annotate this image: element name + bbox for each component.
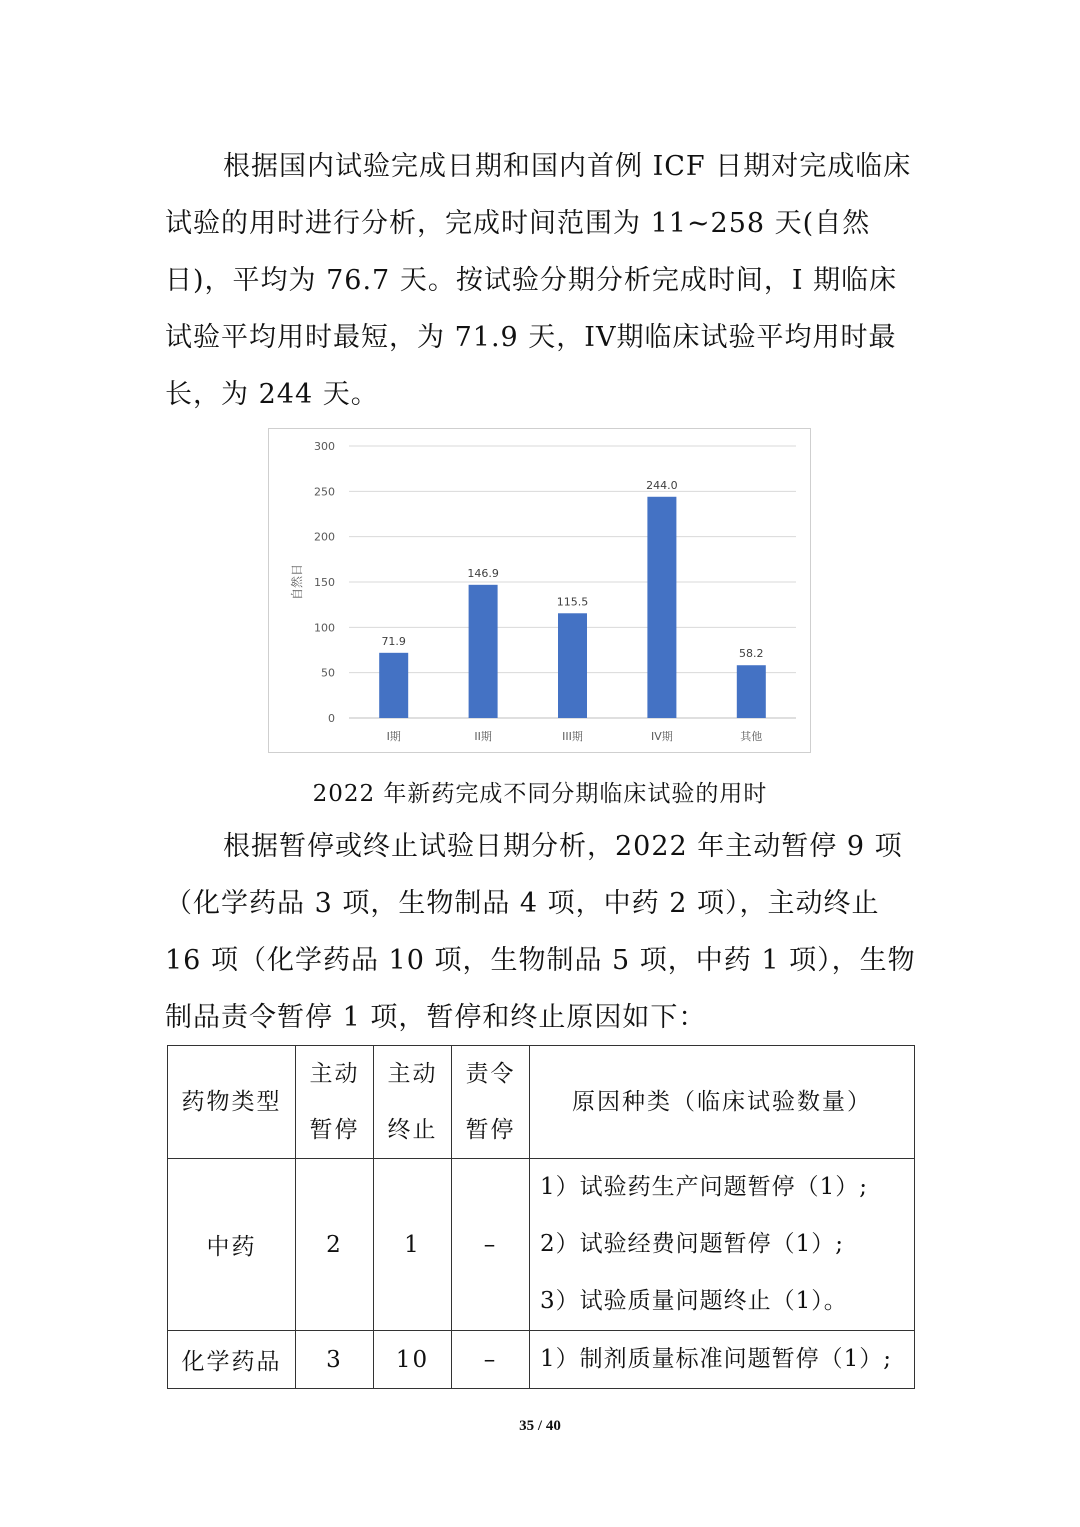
cell-voluntary-stop: 10 <box>374 1331 452 1389</box>
y-tick-label: 0 <box>328 712 335 725</box>
reason-item: 2）试验经费问题暂停（1）; <box>540 1231 845 1257</box>
header-drug-type: 药物类型 <box>168 1046 296 1159</box>
bar <box>647 497 676 718</box>
x-tick-label: IV期 <box>651 730 673 743</box>
cell-voluntary-pause: 2 <box>296 1159 374 1331</box>
table-row <box>168 1159 915 1331</box>
x-tick-label: I期 <box>386 730 401 743</box>
header-voluntary-stop: 主动终止 <box>374 1046 452 1159</box>
paragraph-completion-time: 根据国内试验完成日期和国内首例 ICF 日期对完成临床试验的用时进行分析，完成时间范围为 11~258 天(自然日)，平均为 76.7 天。按试验分期分析完成时间，I 期临床试验平均用时最短，为 71.9 天，IV期临床试验平均用时最长，为 244 天。 <box>165 151 912 410</box>
header-ordered-pause: 责令暂停 <box>452 1046 530 1159</box>
cell-ordered-pause: – <box>452 1159 530 1331</box>
data-label: 58.2 <box>739 647 764 661</box>
bar <box>558 613 587 718</box>
header-voluntary-pause: 主动暂停 <box>296 1046 374 1159</box>
reason-item: 1）试验药生产问题暂停（1）; <box>540 1174 869 1200</box>
table-header-row <box>168 1046 915 1159</box>
bar-chart <box>268 428 811 753</box>
chart-caption: 2022 年新药完成不同分期临床试验的用时 <box>312 781 768 807</box>
y-tick-label: 200 <box>314 530 335 544</box>
paragraph-pause-stop: 根据暂停或终止试验日期分析，2022 年主动暂停 9 项（化学药品 3 项，生物制品 4 项，中药 2 项），主动终止 16 项（化学药品 10 项，生物制品 5 项，中药 1 项），生物制品责令暂停 1 项，暂停和终止原因如下： <box>165 831 916 1033</box>
cell-voluntary-stop: 1 <box>374 1159 452 1331</box>
bar-chart-svg <box>269 429 812 754</box>
cell-drug-type: 中药 <box>168 1159 296 1331</box>
bar <box>469 585 498 718</box>
y-axis-label: 自然日 <box>290 563 304 601</box>
x-tick-label: III期 <box>562 730 583 743</box>
page-number: 35 / 40 <box>519 1418 561 1434</box>
y-tick-label: 300 <box>314 440 335 453</box>
bar <box>737 665 766 718</box>
y-tick-label: 250 <box>314 485 335 499</box>
x-tick-label: II期 <box>474 730 492 743</box>
cell-reasons <box>530 1159 915 1331</box>
cell-drug-type: 化学药品 <box>168 1331 296 1389</box>
y-tick-label: 150 <box>314 576 335 589</box>
bar <box>379 653 408 718</box>
cell-reasons <box>530 1331 915 1389</box>
cell-ordered-pause: – <box>452 1331 530 1389</box>
x-tick-label: 其他 <box>740 730 763 743</box>
data-label: 146.9 <box>467 566 499 580</box>
pause-stop-table <box>167 1045 915 1389</box>
data-label: 244.0 <box>646 478 678 492</box>
reason-item: 1）制剂质量标准问题暂停（1）; <box>540 1346 893 1372</box>
header-reason: 原因种类（临床试验数量） <box>530 1046 915 1159</box>
y-tick-label: 100 <box>314 621 335 635</box>
reason-item: 3）试验质量问题终止（1）。 <box>540 1288 848 1314</box>
data-label: 71.9 <box>381 634 406 648</box>
table-row <box>168 1331 915 1389</box>
cell-voluntary-pause: 3 <box>296 1331 374 1389</box>
data-label: 115.5 <box>556 595 589 609</box>
y-tick-label: 50 <box>321 666 335 680</box>
